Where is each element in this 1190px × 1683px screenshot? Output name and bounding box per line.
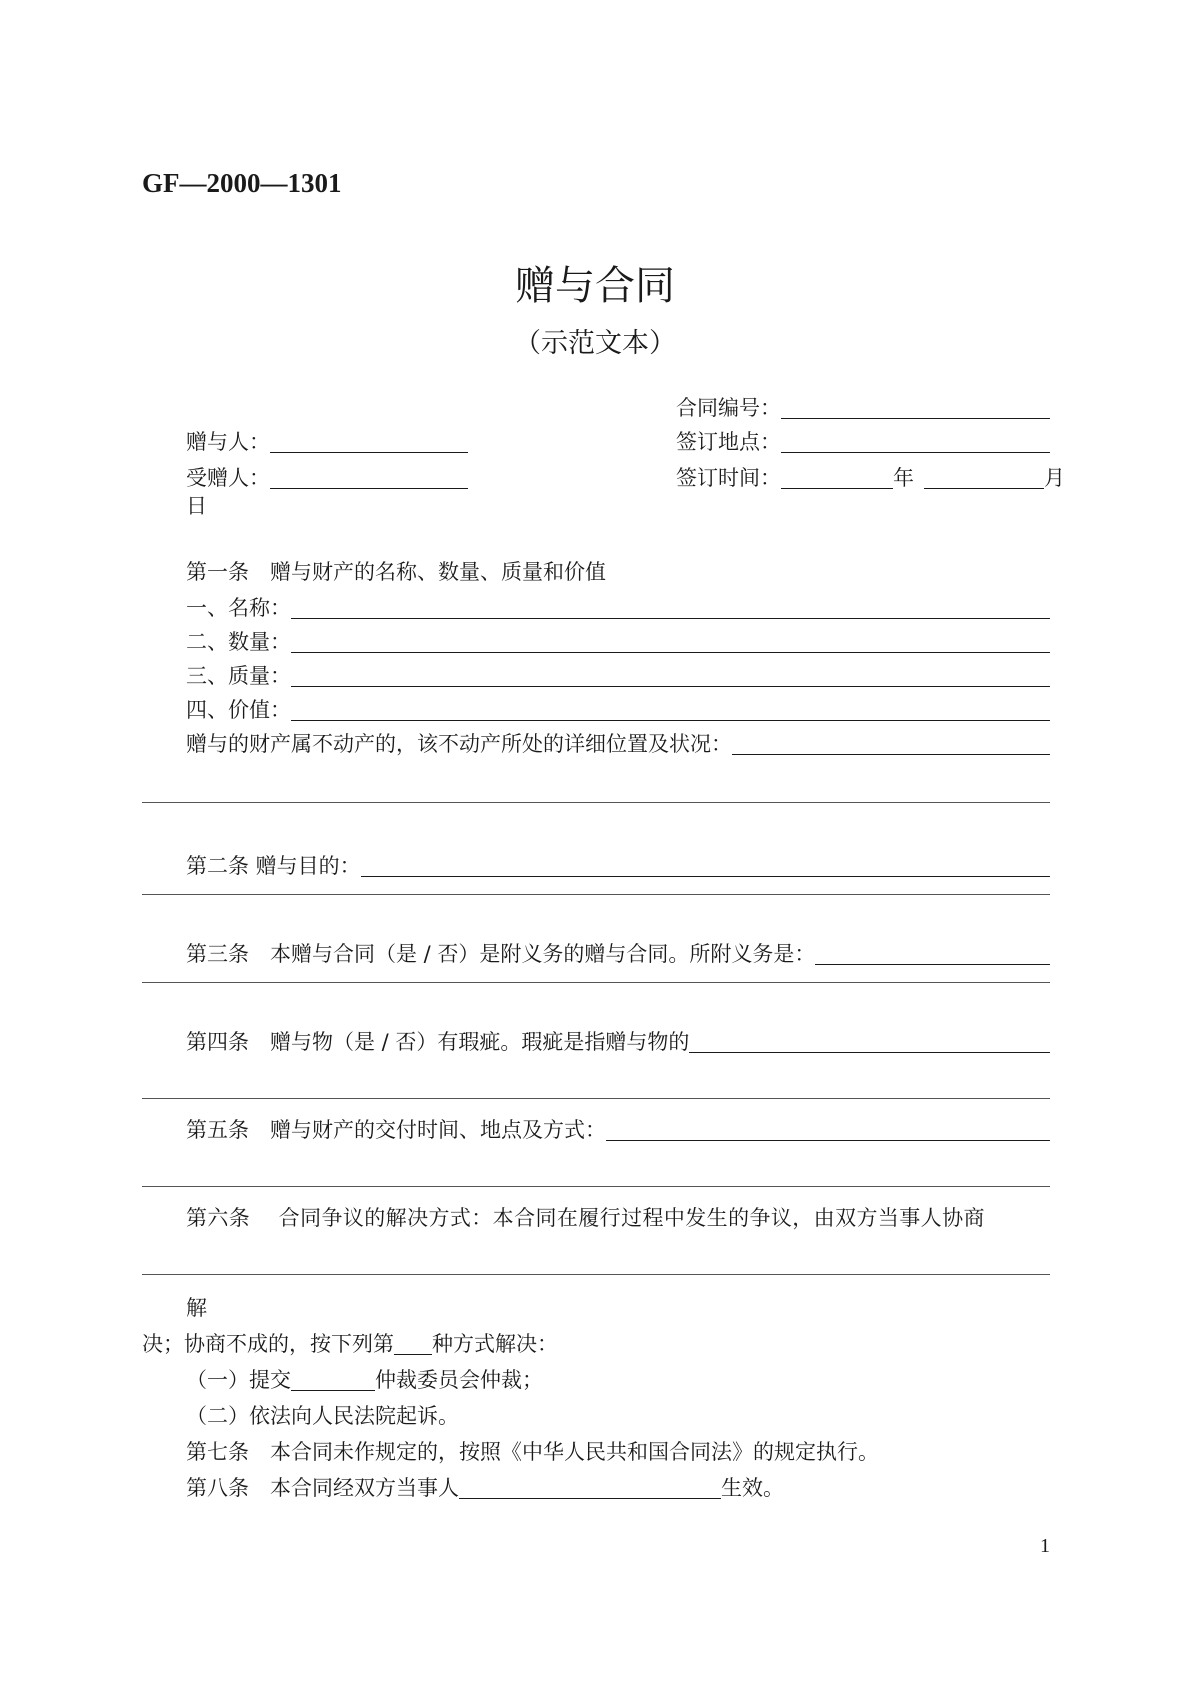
article-8-prefix: 第八条 本合同经双方当事人: [186, 1476, 459, 1500]
article-3-blank-line[interactable]: [142, 982, 1050, 983]
quality-blank[interactable]: [291, 666, 1050, 687]
article-1-blank-line[interactable]: [142, 802, 1050, 803]
article-6-line-2: 解: [186, 1296, 207, 1320]
article-1-quality-field: [186, 666, 1050, 687]
article-6-option-2: （二）依法向人民法院起诉。: [186, 1404, 459, 1428]
contract-number-blank[interactable]: [781, 398, 1050, 419]
article-7-text: 第七条 本合同未作规定的，按照《中华人民共和国合同法》的规定执行。: [186, 1440, 879, 1464]
page-number: 1: [1040, 1535, 1050, 1557]
article-3-field: [186, 944, 1050, 965]
article-6-line-3-text: 决；协商不成的，按下列第: [142, 1332, 394, 1356]
sign-time-label: 签订时间：: [676, 466, 781, 490]
article-1-real-estate-field: [186, 734, 1050, 755]
donee-label: 受赠人：: [186, 466, 270, 490]
article-6-option-1: [186, 1370, 543, 1391]
article-1-quantity-field: [186, 632, 1050, 653]
year-label: 年: [893, 466, 914, 490]
name-label: 一、名称：: [186, 596, 291, 620]
real-estate-blank[interactable]: [732, 734, 1050, 755]
contract-number-field: [676, 398, 1050, 419]
article-4-label: 第四条 赠与物（是 / 否）有瑕疵。瑕疵是指赠与物的: [186, 1030, 690, 1054]
article-6-separator: [142, 1274, 1050, 1275]
delivery-blank[interactable]: [606, 1120, 1050, 1141]
quality-label: 三、质量：: [186, 664, 291, 688]
day-label: 日: [186, 494, 207, 518]
value-blank[interactable]: [291, 700, 1050, 721]
sign-time-field: [676, 468, 1065, 489]
article-2-field: [186, 856, 1050, 877]
article-5-field: [186, 1120, 1050, 1141]
document-subtitle: （示范文本）: [514, 328, 676, 359]
real-estate-label: 赠与的财产属不动产的，该不动产所处的详细位置及状况：: [186, 732, 732, 756]
document-title: 赠与合同: [515, 263, 675, 309]
quantity-blank[interactable]: [291, 632, 1050, 653]
name-blank[interactable]: [291, 598, 1050, 619]
article-8-suffix: 生效。: [721, 1476, 784, 1500]
article-2-label: 第二条 赠与目的：: [186, 854, 361, 878]
article-1-name-field: [186, 598, 1050, 619]
article-2-blank-line[interactable]: [142, 894, 1050, 895]
resolution-method-blank[interactable]: [394, 1334, 432, 1355]
article-8-field: [186, 1478, 784, 1499]
article-6-line-3-suffix: 种方式解决：: [432, 1332, 558, 1356]
article-1-heading: 第一条 赠与财产的名称、数量、质量和价值: [186, 560, 606, 584]
quantity-label: 二、数量：: [186, 630, 291, 654]
contract-number-label: 合同编号：: [676, 396, 781, 420]
article-5-blank-line[interactable]: [142, 1186, 1050, 1187]
donee-blank[interactable]: [270, 468, 468, 489]
option-1-prefix: （一）提交: [186, 1368, 291, 1392]
arbitration-committee-blank[interactable]: [291, 1370, 375, 1391]
article-6-line-1: 第六条 合同争议的解决方式：本合同在履行过程中发生的争议，由双方当事人协商: [186, 1206, 985, 1230]
donor-field: [186, 432, 468, 453]
sign-place-label: 签订地点：: [676, 430, 781, 454]
effective-condition-blank[interactable]: [459, 1478, 721, 1499]
article-4-blank-line[interactable]: [142, 1098, 1050, 1099]
article-4-field: [186, 1032, 1050, 1053]
article-6-line-3: [142, 1334, 558, 1355]
sign-year-blank[interactable]: [781, 468, 893, 489]
obligation-blank[interactable]: [815, 944, 1050, 965]
document-code: GF—2000—1301: [142, 168, 342, 198]
sign-month-blank[interactable]: [924, 468, 1044, 489]
donee-field: [186, 468, 468, 489]
article-3-label: 第三条 本赠与合同（是 / 否）是附义务的赠与合同。所附义务是：: [186, 942, 816, 966]
option-1-suffix: 仲裁委员会仲裁；: [375, 1368, 543, 1392]
article-1-value-field: [186, 700, 1050, 721]
month-label: 月: [1044, 466, 1065, 490]
donor-label: 赠与人：: [186, 430, 270, 454]
value-label: 四、价值：: [186, 698, 291, 722]
defect-blank[interactable]: [689, 1032, 1050, 1053]
sign-place-field: [676, 432, 1050, 453]
article-5-label: 第五条 赠与财产的交付时间、地点及方式：: [186, 1118, 606, 1142]
purpose-blank[interactable]: [361, 856, 1050, 877]
sign-place-blank[interactable]: [781, 432, 1050, 453]
donor-blank[interactable]: [270, 432, 468, 453]
